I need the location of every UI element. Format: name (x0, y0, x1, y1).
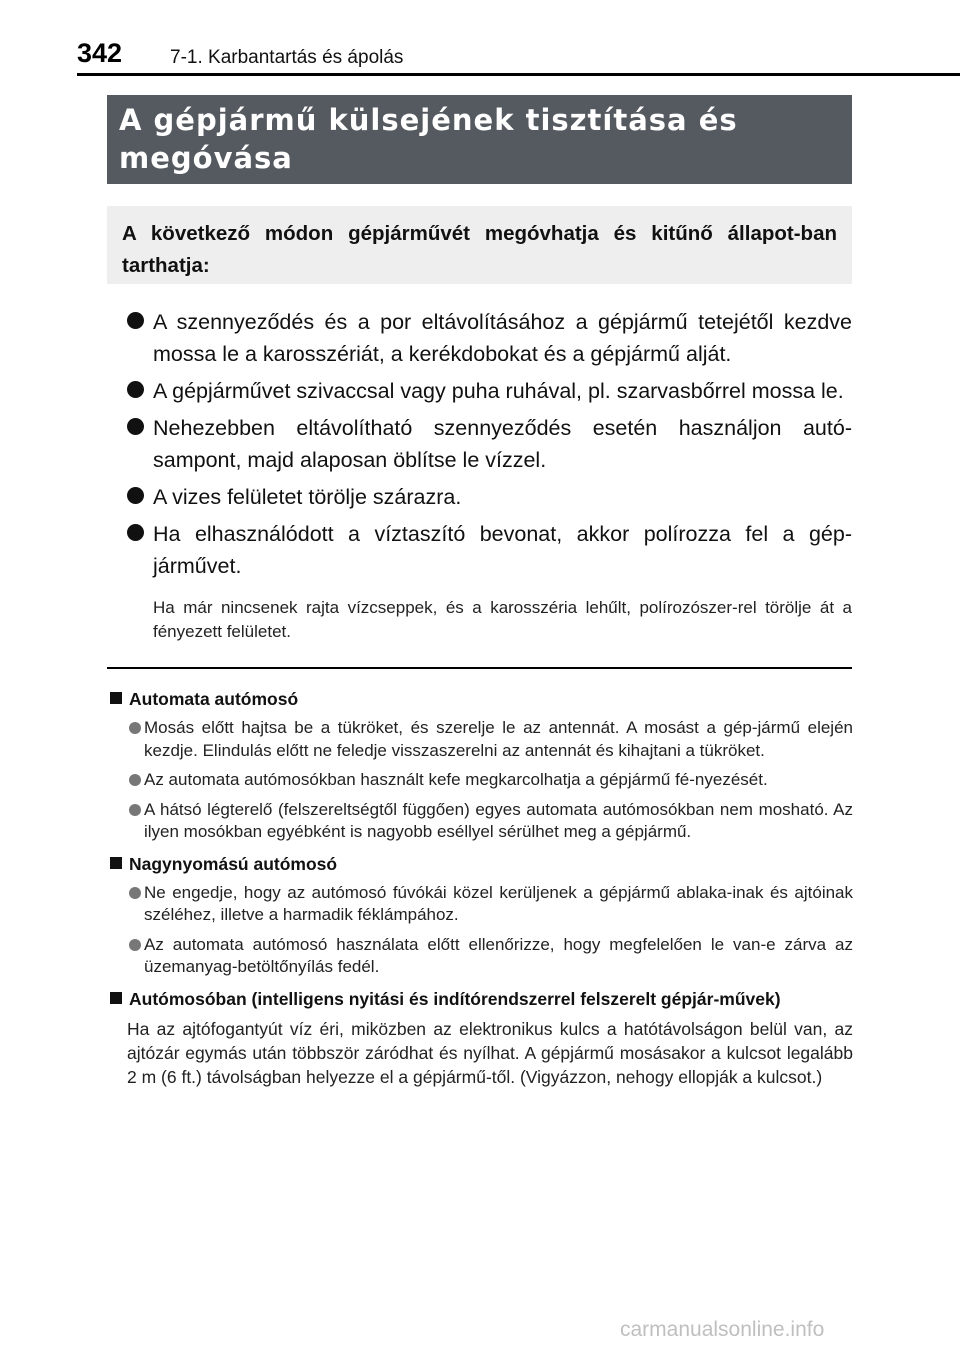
section-heading (109, 688, 853, 710)
main-item-text: Ha elhasználódott a víztaszító bevonat, akkor polírozza fel a gép-járművet. (153, 522, 852, 578)
square-bullet-icon (110, 692, 122, 704)
main-item (127, 518, 852, 582)
bullet-icon (129, 722, 141, 734)
main-item (127, 481, 852, 513)
note-item-text: Mosás előtt hajtsa be a tükröket, és szerelje le az antennát. A mosást a gép-jármű elején kezdje. Elindulás előtt ne feledje visszaszerelni az antennát és kihajtani a tükröket. (144, 718, 853, 760)
main-list (127, 306, 852, 644)
square-bullet-icon (110, 992, 122, 1004)
intro-text: A következő módon gépjárművét megóvhatja és kitűnő állapot-ban tarthatja: (122, 222, 837, 277)
intro-box (107, 206, 852, 284)
main-item-text: A vizes felületet törölje szárazra. (153, 485, 462, 509)
main-item-text: A szennyeződés és a por eltávolításához a gépjármű tetejétől kezdve mossa le a karosszériát, a kerékdobokat és a gépjármű alját. (153, 310, 852, 366)
section-heading-text: Automata autómosó (129, 689, 299, 709)
section-rule (107, 667, 852, 669)
bullet-icon (127, 524, 144, 541)
note-item (109, 882, 853, 927)
title-box (107, 95, 852, 184)
bullet-icon (127, 381, 144, 398)
note-item (109, 717, 853, 762)
section-heading-text: Nagynyomású autómosó (129, 853, 338, 874)
note-item (109, 799, 853, 844)
main-item-text: Nehezebben eltávolítható szennyeződés esetén használjon autó-sampont, majd alaposan öblítse le vízzel. (153, 416, 852, 472)
bullet-icon (129, 939, 141, 951)
bullet-icon (129, 774, 141, 786)
bullet-icon (127, 418, 144, 435)
main-item (127, 306, 852, 370)
notes (109, 679, 853, 1089)
header-rule (77, 73, 960, 76)
main-item (127, 412, 852, 476)
title-line-1: A gépjármű külsejének tisztítása és (119, 103, 738, 137)
note-item-text: Az automata autómosókban használt kefe megkarcolhatja a gépjármű fé-nyezését. (144, 770, 768, 789)
note-paragraph: Ha az ajtófogantyút víz éri, miközben az elektronikus kulcs a hatótávolságon belül van, az ajtózár egymás után többször záródhat és nyílhat. A gépjármű mosásakor a kulcsot legalább 2 m (6 ft.) távolságban helyezze el a gépjármű-től. (Vigyázzon, nehogy ellopják a kulcsot.) (127, 1018, 853, 1087)
bullet-icon (127, 487, 144, 504)
square-bullet-icon (110, 857, 122, 869)
main-note: Ha már nincsenek rajta vízcseppek, és a karosszéria lehűlt, polírozószer-rel törölje át a fényezett felületet. (153, 598, 852, 641)
note-item-text: A hátsó légterelő (felszereltségtől függően) egyes automata autómosókban nem mosható. Az ilyen mosókban egyébként is nagyobb eséllyel sérülhet meg a gépjármű. (144, 799, 853, 841)
section-heading (109, 853, 853, 875)
chapter-title: 7-1. Karbantartás és ápolás (170, 47, 404, 68)
bullet-icon (129, 804, 141, 816)
main-item-text: A gépjárművet szivaccsal vagy puha ruhával, pl. szarvasbőrrel mossa le. (153, 379, 844, 403)
bullet-icon (129, 887, 141, 899)
section-heading (109, 988, 853, 1010)
note-item-text: Ne engedje, hogy az autómosó fúvókái közel kerüljenek a gépjármű ablaka-inak és ajtóinak széléhez, illetve a harmadik féklámpához. (144, 882, 853, 924)
main-item (127, 375, 852, 407)
note-item-text: Az automata autómosó használata előtt ellenőrizze, hogy megfelelően le van-e zárva az üzemanyag-betöltőnyílás fedél. (144, 934, 853, 976)
page-number: 342 (77, 38, 123, 68)
title-line-2: megóvása (119, 141, 293, 175)
bullet-icon (127, 312, 144, 329)
section-heading-text: Autómosóban (intelligens nyitási és indítórendszerrel felszerelt gépjár-művek) (129, 988, 781, 1009)
watermark[interactable]: carmanualsonline.info (620, 1318, 825, 1341)
note-item (109, 934, 853, 979)
note-item (109, 769, 853, 792)
